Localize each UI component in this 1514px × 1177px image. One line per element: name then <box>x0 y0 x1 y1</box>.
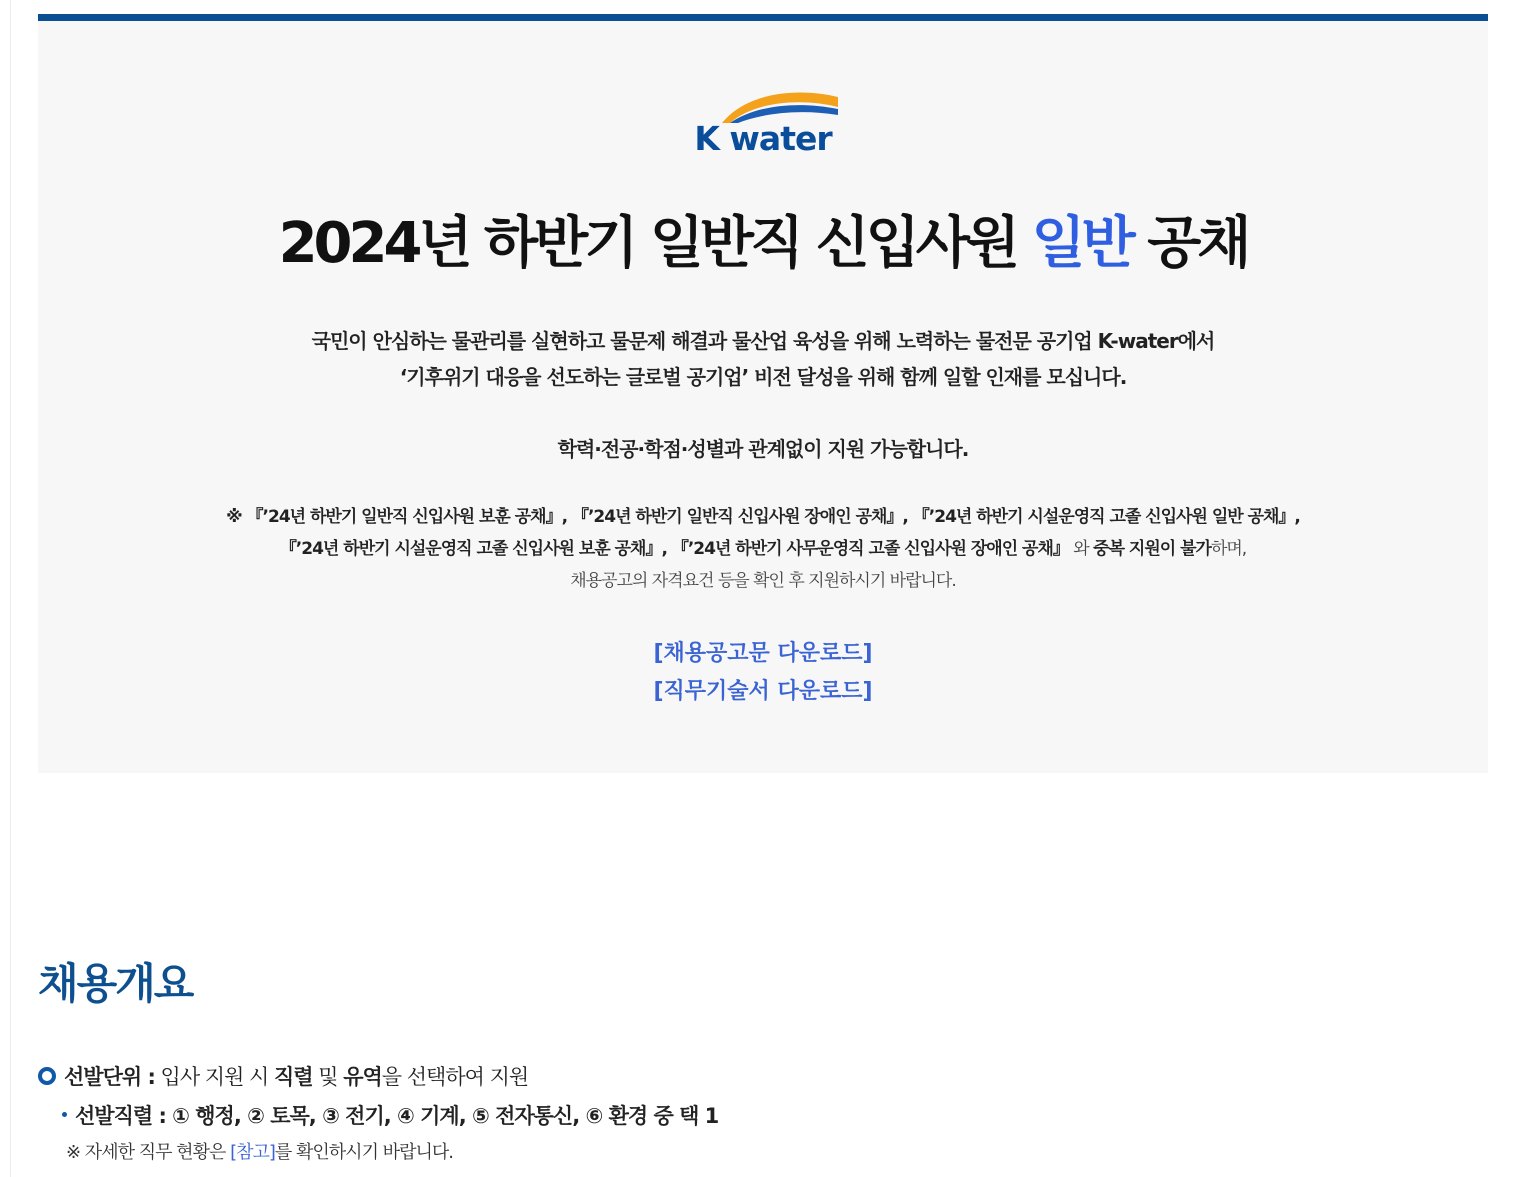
selection-unit-label: 선발단위 : <box>64 1065 155 1089</box>
eligibility-note: 학력·전공·학점·성별과 관계없이 지원 가능합니다. <box>557 437 969 461</box>
hero-banner <box>38 21 1488 773</box>
notice-line-3: 채용공고의 자격요건 등을 확인 후 지원하시기 바랍니다. <box>570 571 956 591</box>
selection-series-label: 선발직렬 : <box>75 1104 166 1128</box>
section-title: 채용개요 <box>38 959 193 1008</box>
reference-link[interactable]: [참고] <box>230 1142 275 1163</box>
title-text-end: 공채 <box>1131 211 1248 276</box>
duplicate-notice <box>38 501 1488 597</box>
dot-bullet-icon <box>62 1112 67 1117</box>
announcement-download-link[interactable]: [채용공고문 다운로드] <box>653 641 873 666</box>
notice-line-1: ※ 『’24년 하반기 일반직 신입사원 보훈 공채』, 『’24년 하반기 일반직 신입사원 장애인 공채』, 『’24년 하반기 시설운영직 고졸 신입사원 일반 공채』, <box>226 507 1300 527</box>
top-accent-bar <box>38 14 1488 21</box>
description-line-1: 국민이 안심하는 물관리를 실현하고 물문제 해결과 물산업 육성을 위해 노력하는 물전문 공기업 K-water에서 <box>311 329 1215 353</box>
circle-bullet-icon <box>38 1067 56 1085</box>
selection-series-row <box>62 1101 718 1131</box>
page-title <box>38 209 1488 279</box>
logo-wordmark: K water <box>694 119 832 158</box>
hero-description <box>38 323 1488 395</box>
notice-line-2: 『’24년 하반기 시설운영직 고졸 신입사원 보훈 공채』, 『’24년 하반기 사무운영직 고졸 신입사원 장애인 공채』 와 중복 지원이 불가하며, <box>279 539 1247 559</box>
selection-unit-row: 선발단위 : 입사 지원 시 직렬 및 유역을 선택하여 지원 <box>38 1062 528 1092</box>
title-accent: 일반 <box>1031 211 1132 276</box>
job-description-download-link[interactable]: [직무기술서 다운로드] <box>653 679 873 704</box>
selection-series-value: ① 행정, ② 토목, ③ 전기, ④ 기계, ⑤ 전자통신, ⑥ 환경 중 택 1 <box>165 1104 719 1128</box>
kwater-logo <box>686 85 840 177</box>
left-border-line <box>10 0 11 1177</box>
description-line-2: ‘기후위기 대응을 선도하는 글로벌 공기업’ 비전 달성을 위해 함께 일할 인재를 모십니다. <box>399 365 1127 389</box>
reference-note: ※ 자세한 직무 현황은 [참고]를 확인하시기 바랍니다. <box>66 1142 453 1163</box>
title-text: 2024년 하반기 일반직 신입사원 <box>278 211 1032 276</box>
download-links <box>38 635 1488 711</box>
